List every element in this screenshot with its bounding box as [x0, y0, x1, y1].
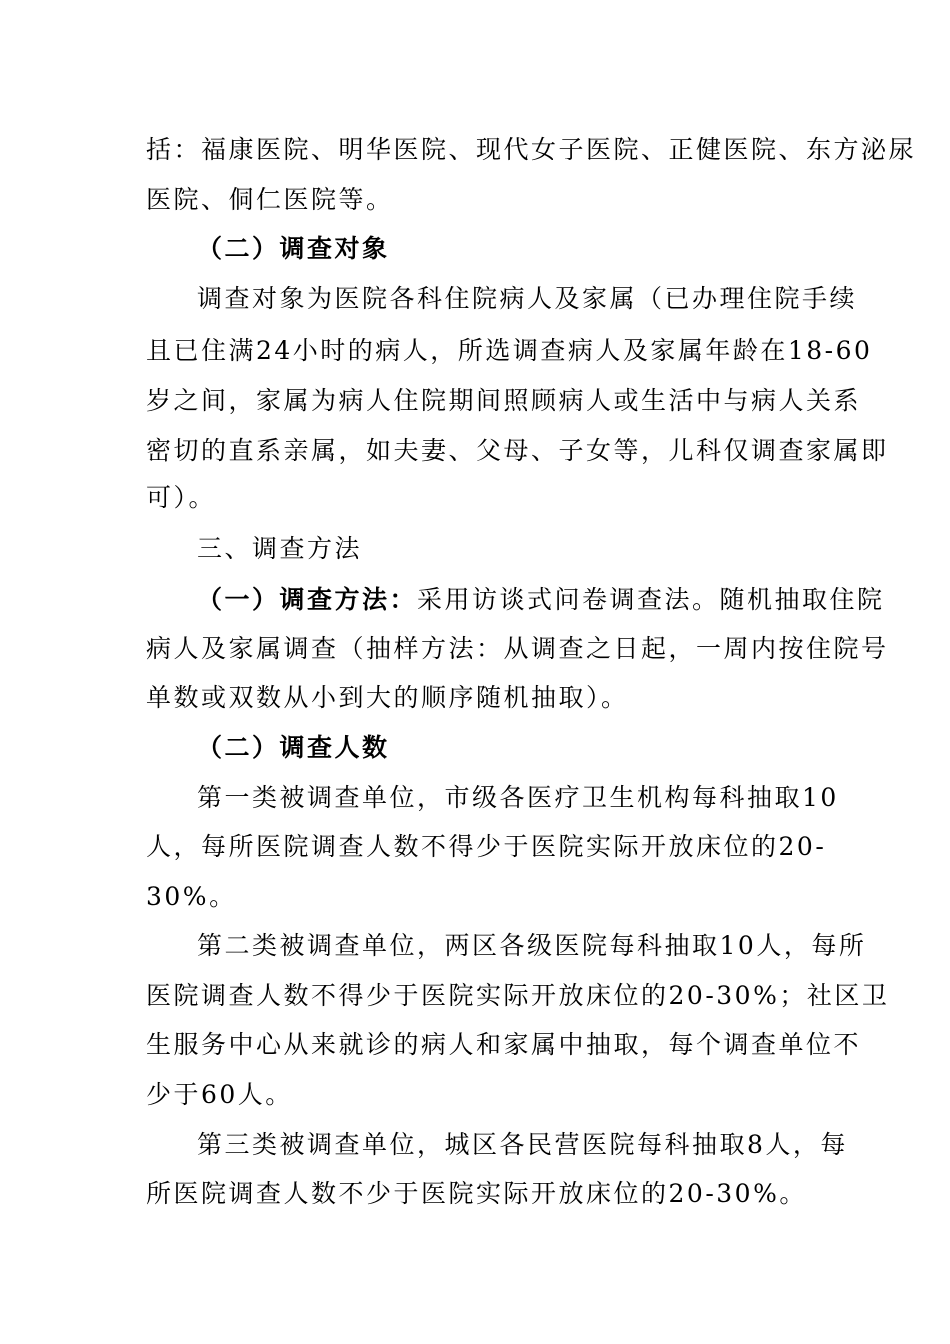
text-line: 30%。 — [146, 882, 237, 911]
text-line: 可）。 — [146, 483, 217, 512]
text-line: 病人及家属调查（抽样方法：从调查之日起，一周内按住院号 — [146, 634, 889, 663]
text-line: 第三类被调查单位，城区各民营医院每科抽取8人，每 — [197, 1130, 848, 1159]
text-line: 第二类被调查单位，两区各级医院每科抽取10人，每所 — [197, 931, 867, 960]
text-line: 医院、侗仁医院等。 — [146, 185, 394, 214]
text-line: 且已住满24小时的病人，所选调查病人及家属年龄在18-60 — [146, 336, 873, 365]
subheading-survey-method: （一）调查方法： — [197, 585, 418, 614]
text-line: 生服务中心从来就诊的病人和家属中抽取，每个调查单位不 — [146, 1030, 862, 1059]
text-line: 单数或双数从小到大的顺序随机抽取）。 — [146, 683, 629, 712]
text-line: 所医院调查人数不少于医院实际开放床位的20-30%。 — [146, 1179, 807, 1208]
text-line: 岁之间，家属为病人住院期间照顾病人或生活中与病人关系 — [146, 386, 862, 415]
text-line: 医院调查人数不得少于医院实际开放床位的20-30%；社区卫 — [146, 981, 890, 1010]
text-line: 密切的直系亲属，如夫妻、父母、子女等，儿科仅调查家属即 — [146, 436, 889, 465]
text-line: 少于60人。 — [146, 1080, 293, 1109]
text-line — [197, 583, 885, 617]
text-line: 人，每所医院调查人数不得少于医院实际开放床位的20- — [146, 832, 827, 861]
section-heading-survey-subjects: （二）调查对象 — [197, 234, 390, 263]
text-line: 调查对象为医院各科住院病人及家属（已办理住院手续 — [197, 284, 858, 313]
text-line: 第一类被调查单位，市级各医疗卫生机构每科抽取10 — [197, 783, 839, 812]
section-heading-survey-method: 三、调查方法 — [197, 534, 363, 563]
text-line: 括：福康医院、明华医院、现代女子医院、正健医院、东方泌尿 — [146, 135, 917, 164]
section-heading-survey-count: （二）调查人数 — [197, 733, 390, 762]
inline-text: 采用访谈式问卷调查法。随机抽取住院 — [417, 585, 885, 614]
